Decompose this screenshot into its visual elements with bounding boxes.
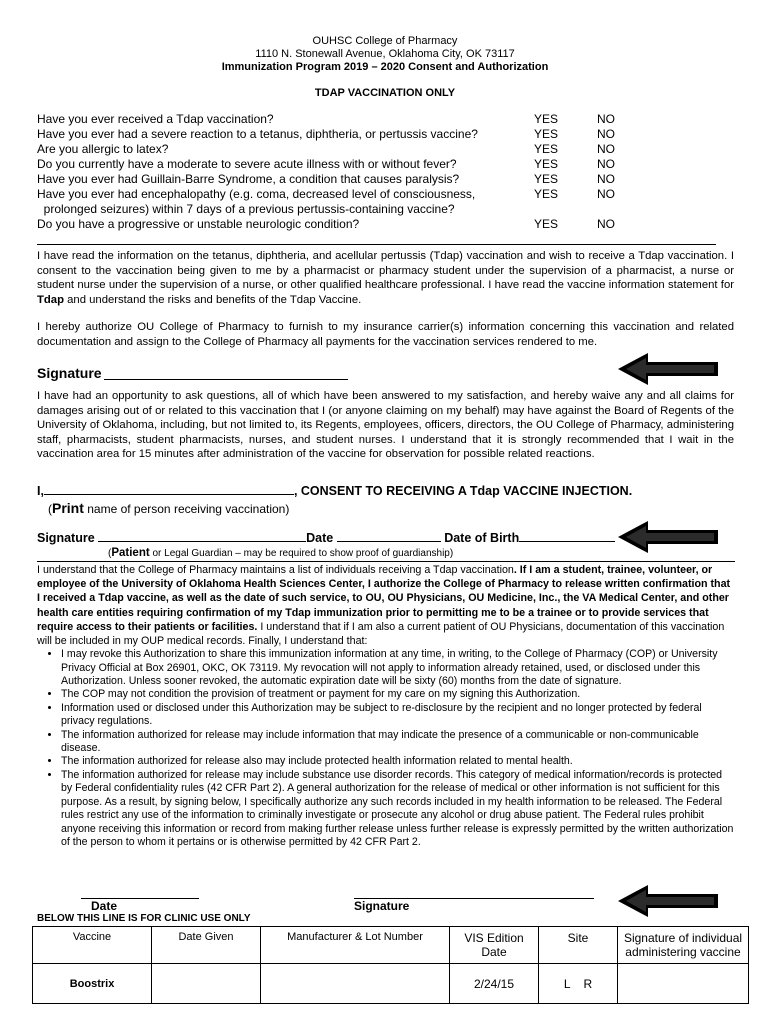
column-header: Date Given	[152, 927, 261, 964]
table-header-row	[33, 927, 749, 964]
patient-signature-row: Signature Date Date of Birth	[37, 531, 615, 545]
no-option[interactable]: NO	[597, 127, 615, 141]
administrator-signature-cell[interactable]	[618, 964, 749, 1004]
list-item: • The COP may not condition the provision of treatment or payment for my care on my signing this Authorization.	[61, 688, 735, 701]
yes-option[interactable]: YES	[534, 112, 559, 126]
insurance-authorization-paragraph: I hereby authorize OU College of Pharmacy to furnish to my insurance carrier(s) information concerning this vaccination and related documentation and assign to the College of Pharmacy all payments for the vaccination services rendered to me.	[37, 321, 734, 348]
patient-signature-field[interactable]	[98, 531, 306, 542]
arrow-left-icon	[618, 520, 718, 554]
date-given-cell[interactable]	[152, 964, 261, 1004]
print-name-caption: (Print name of person receiving vaccination)	[48, 500, 290, 516]
release-authorization	[37, 563, 735, 849]
yes-option[interactable]: YES	[534, 142, 559, 156]
question-text: Do you have a progressive or unstable neurologic condition?	[37, 217, 360, 231]
no-option[interactable]: NO	[597, 112, 615, 126]
signature-field[interactable]	[104, 379, 348, 380]
signature-label: Signature	[37, 365, 102, 381]
no-option[interactable]: NO	[597, 217, 615, 231]
no-option[interactable]: NO	[597, 187, 615, 201]
question-text: Have you ever received a Tdap vaccination?	[37, 112, 274, 126]
yes-option[interactable]: YES	[534, 157, 559, 171]
yes-option[interactable]: YES	[534, 172, 559, 186]
vaccine-cell: Boostrix	[33, 964, 152, 1004]
question-text: Have you ever had a severe reaction to a tetanus, diphtheria, or pertussis vaccine?	[37, 127, 478, 141]
patient-caption: (Patient or Legal Guardian – may be required to show proof of guardianship)	[108, 547, 454, 559]
question-text: Have you ever had encephalopathy (e.g. coma, decreased level of consciousness,	[37, 187, 476, 201]
column-header: Site	[539, 927, 618, 964]
manufacturer-cell[interactable]	[261, 964, 450, 1004]
arrow-left-icon	[618, 352, 718, 386]
authorization-bullets	[37, 648, 735, 849]
question-row	[37, 112, 737, 127]
screening-questions	[37, 112, 737, 232]
consent-paragraph: I have read the information on the tetanus, diphtheria, and acellular pertussis (Tdap) vaccination and wish to receive a Tdap vaccination. I consent to the vaccination being given to me by a pharmacist or pharmacy student under the supervision of a pharmacist, a nurse or student nurse under the supervision of a nurse, or other qualified healthcare professional. I have read the vaccine information statement for Tdap and understand the risks and benefits of the Tdap Vaccine.	[37, 250, 734, 306]
no-option[interactable]: NO	[597, 172, 615, 186]
header-subtitle: TDAP VACCINATION ONLY	[314, 87, 456, 99]
column-header: Vaccine	[33, 927, 152, 964]
list-item: • The information authorized for release may include substance use disorder records. This category of medical information/records is protected by Federal confidentiality rules (42 CFR Part 2). A general authorization for the release of medical or other information is not sufficient for this purpose. As a result, by signing below, I specifically authorize any such records included in my health information to be released. The Federal rules restrict any use of the information to criminally investigate or prosecute any alcohol or drug abuse patient. The Federal rules prohibit anyone receiving this information or record from making further release unless further release is expressly permitted by the written authorization of the person to whom it pertains or is otherwise permitted by 42 CFR Part 2.	[61, 769, 735, 849]
header-org: OUHSC College of Pharmacy	[312, 35, 458, 47]
question-row	[37, 172, 737, 187]
consent-statement: I, , CONSENT TO RECEIVING A Tdap VACCINE INJECTION.	[37, 484, 633, 498]
vis-date-cell: 2/24/15	[450, 964, 539, 1004]
header-program-title: Immunization Program 2019 – 2020 Consent and Authorization	[221, 61, 549, 73]
bottom-signature-label: Signature	[354, 899, 410, 913]
column-header: Manufacturer & Lot Number	[261, 927, 450, 964]
question-row	[37, 127, 737, 142]
list-item: • The information authorized for release may include information that may indicate the presence of a communicable or non-communicable disease.	[61, 729, 735, 756]
yes-option[interactable]: YES	[534, 217, 559, 231]
date-field[interactable]	[337, 531, 441, 542]
yes-option[interactable]: YES	[534, 127, 559, 141]
no-option[interactable]: NO	[597, 142, 615, 156]
question-text: Have you ever had Guillain-Barre Syndrome, a condition that causes paralysis?	[37, 172, 460, 186]
header-address: 1110 N. Stonewall Avenue, Oklahoma City, OK 73117	[255, 48, 515, 60]
print-name-field[interactable]	[44, 484, 294, 495]
column-header: Signature of individual administering vaccine	[618, 927, 749, 964]
site-cell[interactable]: L R	[539, 964, 618, 1004]
question-text: Do you currently have a moderate to severe acute illness with or without fever?	[37, 157, 457, 171]
clinic-use-heading: BELOW THIS LINE IS FOR CLINIC USE ONLY	[37, 913, 251, 924]
arrow-left-icon	[618, 884, 718, 918]
question-row	[37, 157, 737, 172]
question-row	[37, 202, 737, 217]
divider	[37, 561, 735, 562]
list-item: • Information used or disclosed under this Authorization may be subject to re-disclosure by the recipient and no longer protected by federal privacy regulations.	[61, 702, 735, 729]
question-row	[37, 187, 737, 202]
divider	[37, 244, 716, 245]
clinic-use-table	[32, 926, 749, 1004]
list-item: • I may revoke this Authorization to share this immunization information at any time, in writing, to the College of Pharmacy (COP) or University Privacy Official at Box 26901, OKC, OK 73119. My revocation will not apply to information already retained, used, or disclosed under this Authorization. Unless sooner revoked, the automatic expiration date will be sixty (60) months from the date of signature.	[61, 648, 735, 688]
authorization-intro: I understand that the College of Pharmacy maintains a list of individuals receiving a Tdap vaccination. If I am a student, trainee, volunteer, or employee of the University of Oklahoma Health Sciences Center, I authorize the College of Pharmacy to release written confirmation that I received a Tdap vaccine, as well as the date of such service, to OU, OU Physicians, OU Medicine, Inc., the VA Medical Center, and other health care entities requiring confirmation of my Tdap immunization prior to permitting me to be a trainee or to provide services that require access to their patients or facilities. I understand that if I am also a current patient of OU Physicians, documentation of this vaccination will be included in my OUP medical records. Finally, I understand that:	[37, 564, 731, 648]
question-text: Are you allergic to latex?	[37, 142, 169, 156]
question-row	[37, 217, 737, 232]
list-item: • The information authorized for release also may include protected health information related to mental health.	[61, 755, 735, 768]
bottom-date-label: Date	[91, 899, 118, 913]
question-text: prolonged seizures) within 7 days of a previous pertussis-containing vaccine?	[37, 202, 455, 216]
no-option[interactable]: NO	[597, 157, 615, 171]
date-of-birth-field[interactable]	[519, 531, 615, 542]
yes-option[interactable]: YES	[534, 187, 559, 201]
question-row	[37, 142, 737, 157]
waiver-paragraph: I have had an opportunity to ask questions, all of which have been answered to my satisfaction, and hereby waive any and all claims for damages arising out of or related to this vaccination that I (or anyone claiming on my behalf) may have against the Board of Regents of the University of Oklahoma, including, but not limited to, its Regents, employees, officers, directors, the OU College of Pharmacy, administering staff, pharmacists, student pharmacists, nurses, and student nurses. I understand that it is strongly recommended that I wait in the vaccination area for 15 minutes after administration of the vaccine for observation for possible related reactions.	[37, 390, 734, 460]
column-header: VIS Edition Date	[450, 927, 539, 964]
table-row	[33, 964, 749, 1004]
